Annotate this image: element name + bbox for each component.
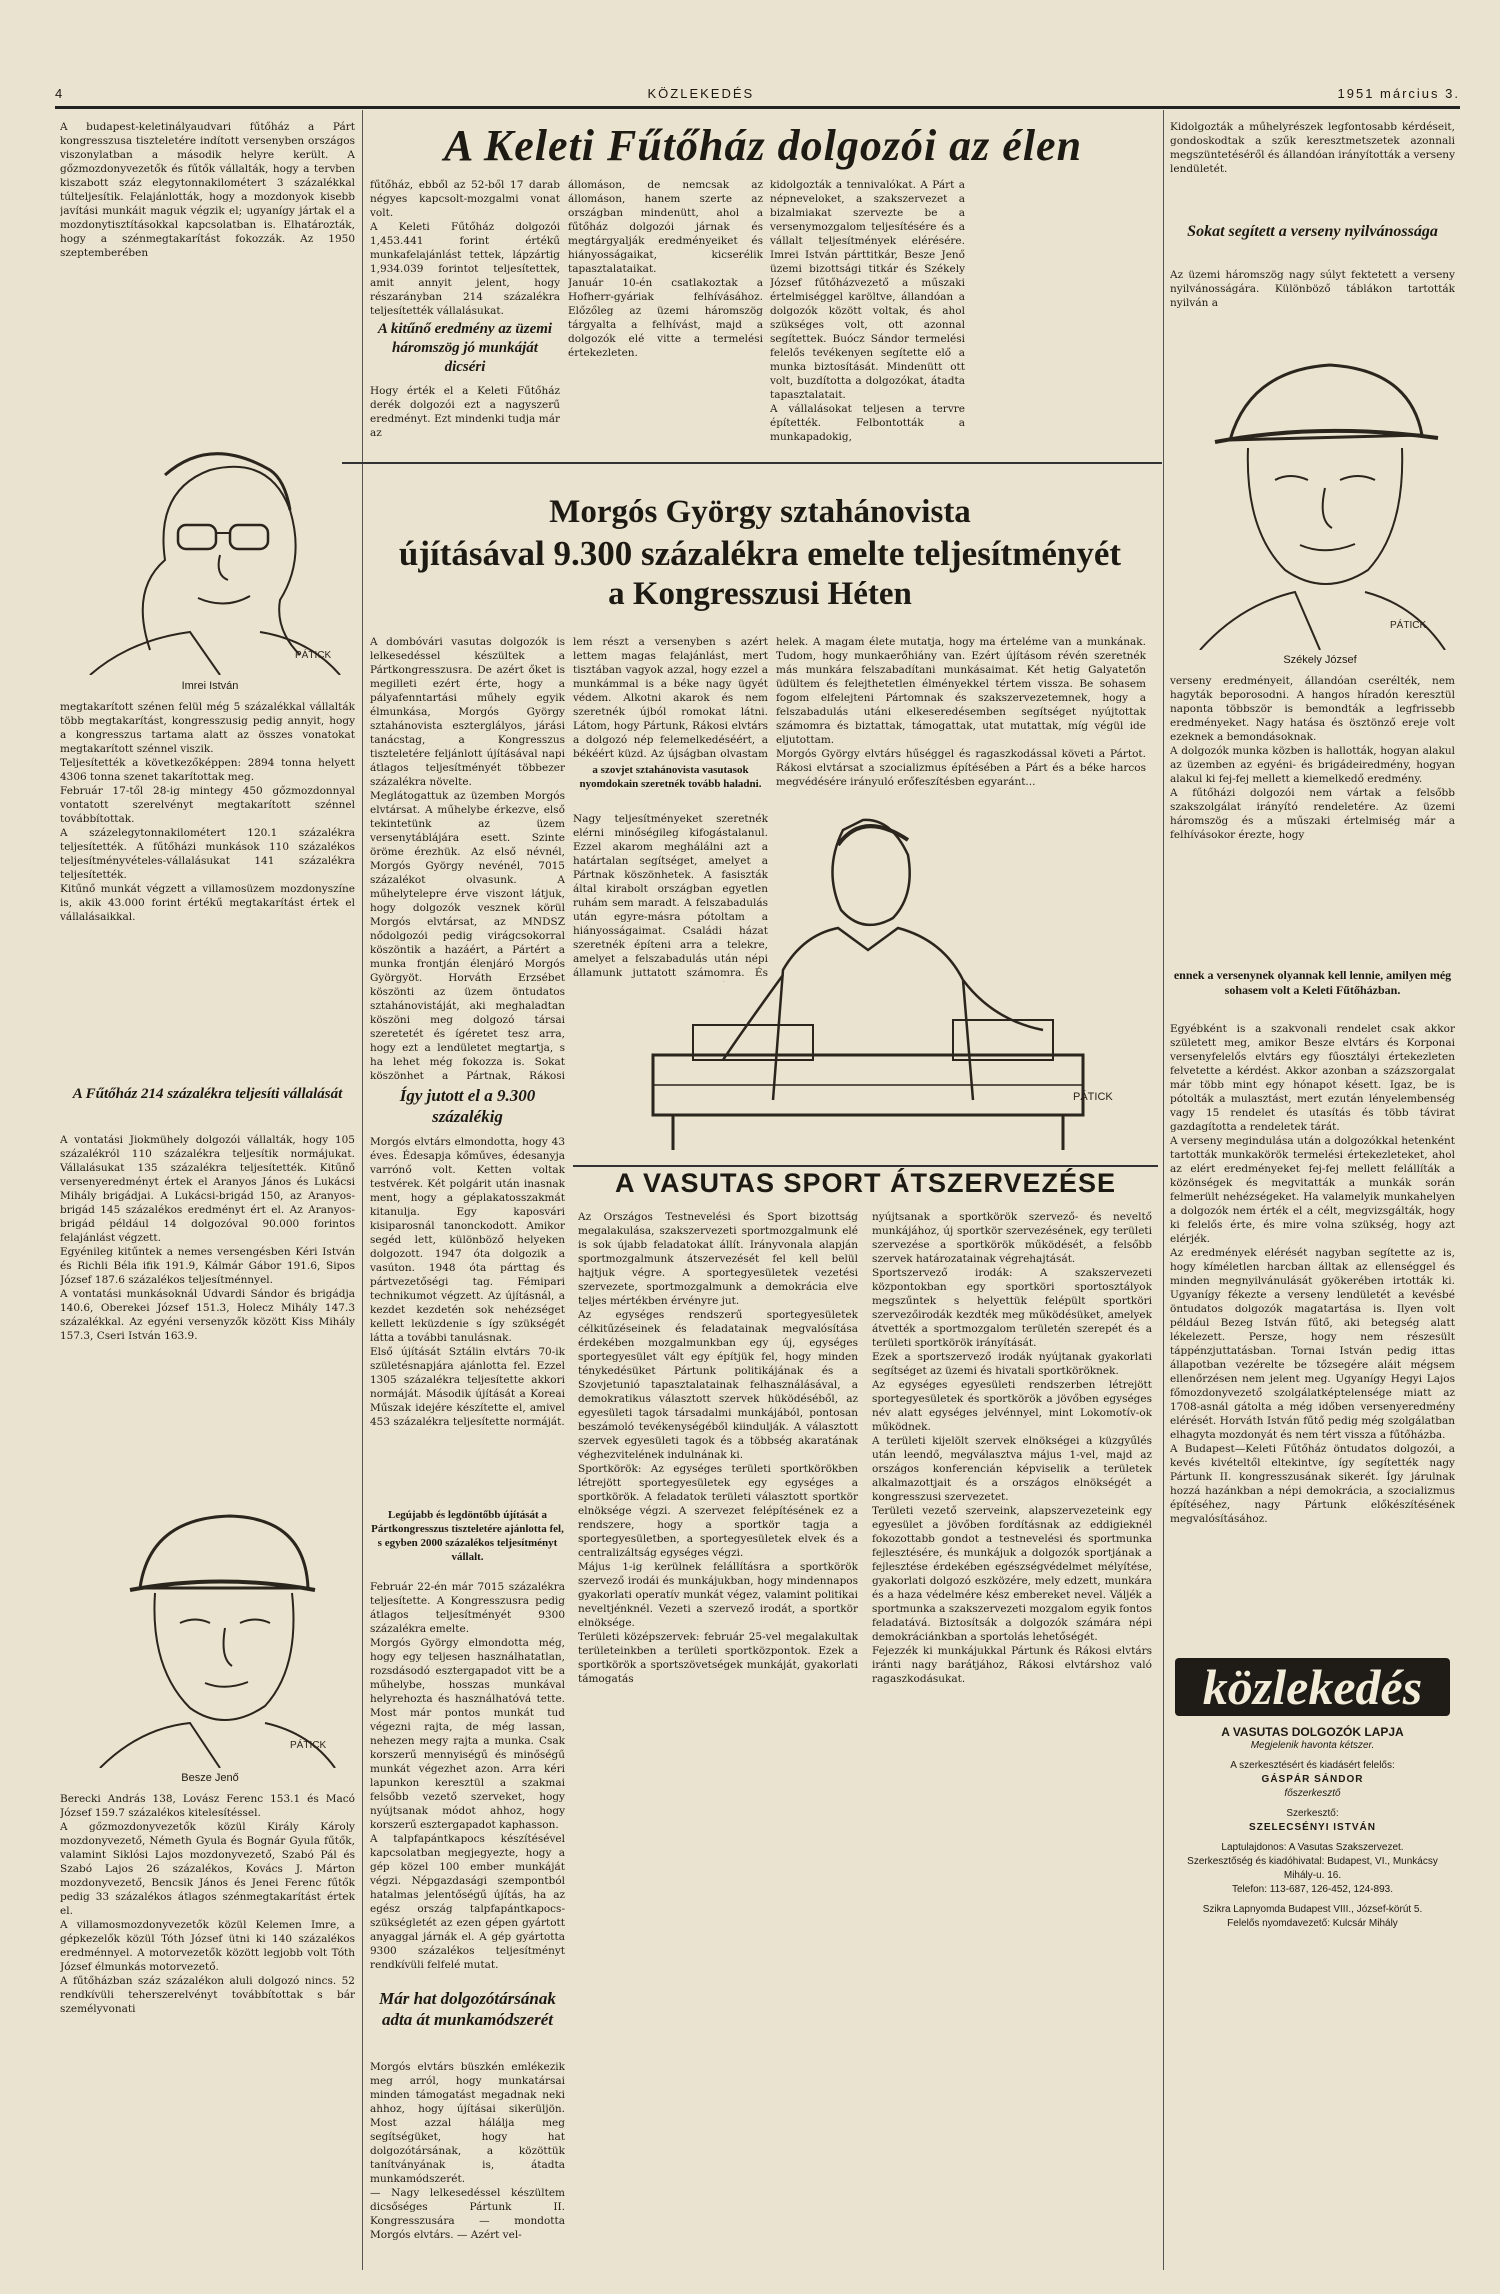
masthead-subtitle: A VASUTAS DOLGOZÓK LAPJA: [1221, 1725, 1404, 1739]
portrait-szekely: [1190, 330, 1450, 650]
intro-col2-text: fűtőház, ebből az 52-ből 17 darab négyes kapcsolt-mozgalmi vonat volt. A Keleti Fűtőház dolgozói 1,453.441 forint értékű munkafelajánlást tettek, lápzártig 1,934.039 forintot teljesítettek, amit annyit jelent, hogy részarányban 214 százalékra teljesítették vállalásukat.: [370, 179, 560, 316]
artist-signature: PÁTICK: [1390, 620, 1427, 631]
morgos-subhead2: Már hat dolgozótársának adta át munkamódszerét: [379, 1989, 556, 2029]
left-bottom-text: Berecki András 138, Lovász Ferenc 153.1 és Macó József 159.7 százalékos kitelesítéssel. A gőzmozdonyvezetők közül Király Károly mozdonyvezető, Németh Gyula és Bognár Gyula fűtők, valamint Siklósi Lajos mozdonyvezető, Szabó Pál és Szabó Lajos 26 százalékos, Kovács J. Márton mozdonyvezető, Bencsik János és Jenei Ferenc fűtők pedig 33 százalékos átlagos szénmegtakarítást értek el. A villamosmozdonyvezetők közül Kelemen Imre, a gépkezelők közül Tóth József ütni ki 140 százalékos eredménnyel. A motorvezetők között legjobb volt Tóth József élmunkás motorvezető. A fűtőházban száz százalékon aluli dolgozó nincs. 52 rendkívüli teherszerelvényt továbbítottak s bár személyvonati: [60, 1793, 355, 2015]
portrait-besze: [70, 1478, 350, 1768]
masthead-logo: közlekedés: [1175, 1658, 1450, 1716]
sport-box-top: [573, 1165, 1158, 1167]
morgos-box-top: [342, 462, 1162, 464]
morgos-headline-line1: Morgós György sztahánovista: [549, 494, 971, 530]
masthead-editor-role: főszerkesztő: [1284, 1788, 1341, 1799]
morgos-subhead1: Így jutott el a 9.300 százalékig: [399, 1086, 536, 1126]
portrait-caption-szekely: Székely József: [1283, 654, 1357, 666]
portrait-caption-besze: Besze Jenő: [181, 1772, 239, 1784]
morgos-col1-text3: Február 22-én már 7015 százalékra teljesítette. A Kongresszusra pedig átlagos teljesítményét 9300 százalékra emelte. Morgós György elmondotta még, hogy egy teljesen használhatatlan, rozsdásodó esztergapadot vitt be a műhelybe, hosszas munkával helyrehozta és használhatóvá tette. Most már pontos munkát tud végezni rajta, de még lassan, nehezen megy rajta a munka. Csak korszerű mennyiségű és minőségű munkát végezhet azon. Arra kéri lapunkon keresztül a szakmai felsőbb vezető szerveket, hogy nyújtsanak módot ahhoz, hogy korszerű esztergapadot kaphasson. A talpfapántkapocs készítésével kapcsolatban megjegyezte, hogy a gép közel 100 ember munkáját végzi. Népgazdasági szempontból hatalmas jelentőségű újítás, ha az egész ország talpfapántkapocs-szükségletét az ezen gépen gyártott anyaggal járnák el. A gép gyártotta 9300 százalékos teljesítményt rendkívüli felfelé mutat.: [370, 1581, 565, 1971]
artist-signature: PÁTICK: [290, 1740, 327, 1751]
morgos-col1-text2: Morgós elvtárs elmondotta, hogy 43 éves. Édesapja kőműves, édesanyja varrónő volt. Ketten voltak testvérek. Két polgárit után inasnak ment, hogy a géplakatosszakmát kitanulja. Egy kaposvári kisiparosnál tanonckodott. Amikor segéd lett, különböző helyeken dolgozott. 1947 óta dolgozik a vasúton. 1948 óta párttag és pártvezetőségi tag. Fémipari technikumot végzett. Az újításnál, a kezdet kezdetén sok nehézséget kellett leküzdenie s így szükségét látta a további tanulásnak. Első újítását Sztálin elvtárs 70-ik születésnapjára ajánlotta fel. Ezzel 1305 százalékra teljesítette akkori normáját. Második újítását a Koreai Műszak idejére készítette el, amivel 453 százalékra teljesítette normáját.: [370, 1136, 565, 1428]
right-mid-text: Az üzemi háromszög nagy súlyt fektetett a verseny nyilvánosságára. Különböző táblákon tartották nyilván a: [1170, 269, 1455, 309]
morgos-headline: [370, 492, 1150, 615]
worker-illustration: [573, 800, 1158, 1160]
column-divider: [1163, 110, 1164, 2270]
morgos-col1-text: A dombóvári vasutas dolgozók is lelkesedéssel készültek a Pártkongresszusra. De azért őket is megilleti ezért érte, hogy a pályafenntartási műhely egyik élmunkása, Morgós György sztahánovista eszterglályos, járási tanácstag, a Kongresszus tiszteletére feljánlott újításával napi átlagos teljesítményét többezer százalékra növelte. Meglátogattuk az üzemben Morgós elvtársat. A műhelybe érkezve, első tekintetünk az üzem versenytáblájára esett. Szinte öröme érezhük. Az első névnél, Morgós György nevénél, 7015 százalékot olvasunk. A műhelytelepre érve viszont látjuk, hogy dolgozók vesznek körül Morgós elvtársat, az MNDSZ nődolgozói pedig virágcsokorral köszöntik a hazáért, a Pártért a munka frontján élenjáró Morgós Györgyöt. Horváth Erzsébet köszönti az üzem öntudatos sztahánovistáját, aki meghaladtan köszöni meg dolgozó társai szeretetét és ígéretet tesz arra, hogy ezt a lendületet megtartja, s ha lehet még fokozza is. Sokat köszönhet a Pártnak, Rákosi: [370, 636, 565, 1080]
right-bold-text: ennek a versenynek olyannak kell lennie, amilyen még sohasem volt a Keleti Fűtőházban.: [1173, 968, 1452, 997]
page-header: [55, 82, 1460, 104]
left-intro-text: A budapest-keletinályaudvari fűtőház a Párt kongresszusa tiszteletére indított versenyben országos viszonylatban a második helyre került. A gőzmozdonyvezetők és fűtők vállalták, hogy a tervben kiszabott száz elegytonnakilométert 3 százalékkal túlteljesítik. Felajánlották, hogy a mozdonyok kisebb javítási munkáit maguk végzik el; ugyanígy jártak el a mozdonytisztításokkal kapcsolatban is. Elhatározták, hogy a szénmegtakarítást fokozzák. Az 1950 szeptemberében: [60, 121, 355, 259]
newspaper-name: KÖZLEKEDÉS: [647, 85, 755, 101]
intro-col4-text: kidolgozták a tennivalókat. A Párt a népneveloket, a szakszervezet a bizalmiakat szervezte be a versenymozgalom teljesítésére és a vállalt teljesítmények elérésére. Imrei István párttitkár, Besze Jenő üzemi bizottsági titkár és Székely József fűtőházvezető a műszaki értelmiséggel karöltve, állandóan a dolgozók között voltak, és ahol szükséges volt, ott azonnal segítettek. Buócz Sándor termelési felelős tevékenyen segítette elő a munka biztosítását. Mindenütt ott volt, buzdította a dolgozókat, átadta tapasztalatait. A vállalásokat teljesen a tervre építették. Felbontották a munkapadokig,: [770, 179, 965, 443]
artist-signature: PÁTICK: [1073, 1091, 1113, 1103]
sport-headline: A VASUTAS SPORT ÁTSZERVEZÉSE: [614, 1168, 1117, 1198]
right-subhead: Sokat segített a verseny nyilvánossága: [1187, 223, 1438, 240]
portrait-caption-imrei: Imrei István: [181, 680, 239, 692]
masthead-printer: Szikra Lapnyomda Budapest VIII., József-körút 5.: [1202, 1904, 1423, 1915]
intro-col3-text: állomáson, de nemcsak az állomáson, hanem szerte az országban mindenütt, ahol a fűtőház dolgozói járnak és megtárgyalják eredményeiket és hiányosságaikat, kicserélik tapasztalataikat. Január 10-én csatlakoztak a Hofherr-gyáriak felhívásához. Előzőleg az üzemi háromszög tárgyalta a felhívást, majd a dolgozók elé vitte a termelési értekezleten.: [568, 179, 763, 359]
masthead-address: Szerkesztőség és kiadóhivatal: Budapest, VI., Munkácsy Mihály-u. 16.: [1187, 1856, 1438, 1881]
masthead-editor: GÁSPÁR SÁNDOR: [1261, 1774, 1364, 1785]
masthead-editor-label: A szerkesztésért és kiadásért felelős:: [1230, 1760, 1395, 1771]
morgos-bold: Legújabb és legdöntőbb újítását a Pártkongresszus tiszteletére ajánlotta fel, s egyben 2000 százalékos teljesítményt vállalt.: [371, 1509, 564, 1563]
column-divider: [362, 110, 363, 2270]
issue-date: 1951 március 3.: [1337, 85, 1460, 101]
left-low-text: A vontatási Jiokmühely dolgozói vállalták, hogy 105 százalékról 110 százalékra teljesítik normájukat. Vállalásukat 135 százalékra teljesítették. Kitűnő versenyeredményt értek el Aranyos János és Lukácsi Mihály brigádjai. A Lukácsi-brigád 150, az Aranyos-brigád 145 százalékos eredményt ért el. Az Aranyos-brigád például 14 dolgozóval 90.000 forintos felajánlást végzett. Egyénileg kitűntek a nemes versengésben Kéri István és Richli Béla ifik 191.9, Kálmár Gábor 191.6, Sipos József 187.6 százalékos teljesítménnyel. A vontatási munkásoknál Udvardi Sándor és brigádja 140.6, Oberekei József 151.3, Holecz Mihály 147.3 százalékkal. Az egyéni versenyzők között Kiss Mihály 157.3, Cseri István 163.9.: [60, 1134, 355, 1342]
intro-subhead: A kitűnő eredmény az üzemi háromszög jó munkáját dicséri: [377, 321, 553, 375]
morgos-col1-text4: Morgós elvtárs büszkén emlékezik meg arról, hogy munkatársai minden támogatást megadnak neki ahhoz, hogy újításai sikerüljön. Most azzal hálálja meg segítségüket, hogy hat dolgozótársának, a közöttük tanítványának is, átadta munkamódszerét. — Nagy lelkesedéssel készültem dicsőséges Pártunk II. Kongresszusára — mondotta Morgós elvtárs. — Azért vel-: [370, 2061, 565, 2241]
artist-signature: PÁTICK: [295, 650, 332, 661]
sport-col1-text: Az Országos Testnevelési és Sport bizottság megalakulása, szakszervezeti sportmozgalmunk elé is sok újabb feladatokat állít. Irányvonala alapján sportmozgalmunk átszervezését fel kell belül hajtjuk végre. A sportegyesületek vezetési szervezete, sportmozgalmunk a demokrácia elve teljes mértékben érvényre jut. Az egységes rendszerű sportegyesületek célkitűzéseinek és feladatainak megvalósítása érdekében mozgalmunkban egy új, egységes sportegyesület vált egy építjük fel, hogy minden ténykedésüket Pártunk politikájának és a Szovjetunió tapasztalatainak felhasználásával, a demokratikus választott szervek hüködéséből, az egyesületi tagok társadalmi munkájából, pontosan beszámoló tevékenységéből kiindulják. A választott szervek egyesületi tagok és a többség akaratának véghezvitelének indulnának ki. Sportkörök: Az egységes területi sportkörökben létrejött sportegyesületek egy egységes a sportkörök. A feladatok területi választott sportkör elnöksége végzi. A szervezet felépítésének ez a rendszere, hogy a sportkör tagja a sportegyesületben, a sportegyesületek elvek és a centralizáltság egységes végzi. Május 1-ig kerülnek felállításra a sportkörök szervező irodái és munkájukban, hogy mindennapos gyakorlati operatív munkát végez, valamint politikai neveltjénknél. Vezeti a szervező irodát, a sportkör elnöksége. Területi középszervek: február 25-vel megalakultak területeinkben a területi sportközpontok. Ezek a sportkörök a sportszövetségek munkáját, gyakorlati támogatás: [578, 1211, 858, 1685]
left-subhead: A Fűtőház 214 százalékra teljesíti vállalását: [72, 1086, 343, 1102]
page-number: 4: [55, 85, 65, 101]
morgos-headline-line3: a Kongresszusi Héten: [608, 576, 912, 612]
right-after-text: verseny eredményeit, állandóan cserélték, nem hagyták beporosodni. A hangos híradón keresztül naponta többször is bemondták a legfrissebb eredményeket. Nagy hatása és ösztönző ereje volt ezeknek a bemondásoknak. A dolgozók munka közben is hallották, hogyan alakul az üzemben az egyéni- és brigádeiredmény, hogyan alakul ki fej-fej mellett a kiemelkedő eredmény. A fűtőházi dolgozói nem vártak a felsőbb szakszolgálat irányító rendeletére. Az üzemi háromszög és a műszaki értelmiség már a felhívásokor érezte, hogy: [1170, 675, 1455, 841]
portrait-imrei: [70, 400, 350, 675]
right-end-text: Egyébként is a szakvonali rendelet csak akkor született meg, amikor Besze elvtárs és Korponai versenyfelelős elvtárs egy fűosztályi értekezleten felvetette a kérdést. Akkor azonban a százszorgalat már több mint egy hónapot késett. Igaz, be is pótolták a mulasztást, mert ezután lényelembenség vagy 15 rendelet és utasítás és több távirat gazdagította a rendeletek tárát. A verseny megindulása után a dolgozókkal hetenként tartották munkakörök termelési értekezleteket, ahol az elért eredményeket fej-fej mellett felállíták a közönségek és megvitatták a munkák során felmerült nehézségeket. Ha valamelyik munkahelyen a dolgozók nem érték el a célt, megvizsgálták, hogy ki felelős érte, és mire volna szükség, hogy azt elérjék. Az eredmények elérését nagyban segítette az is, hogy kíméletlen harcban álltak az ellenséggel és minden megnyilvánulását gyökerében irtották ki. Ugyanígy fékezte a verseny lendületét a kevésbé öntudatos dolgozók magatartása is. Ilyen volt például Bezeg István fűtő, aki betegség alatt lékelezett. Persze, hogy nem részesült táppénzjuttatásban. Tornai István pedig ittas állapotban vezérelte be tőzsegére aláit mégsem ellenőrzésen nem jelent meg. Ugyanígy Hegyi Lajos főmozdonyvezető szolgálatképtelensége miatt az 1708-asnál gátolta a még időben versenyeredmény elérését. Horváth István fűtő pedig még szolgálatban elhagyta mozdonyát és nem tért vissza a fűtőházba. A Budapest—Keleti Fűtőház öntudatos dolgozói, a kevés kivételtől eltekintve, így segítették nagy Pártunk II. kongresszusának sikerét. Így járulnak hozzá hazánkban a népi demokrácia, a szocializmus építéséhez, nagy Pártunk előkészítésének megvalósításához.: [1170, 1023, 1455, 1525]
morgos-col3-text: helek. A magam élete mutatja, hogy ma érteléme van a munkának. Tudom, hogy munkaerőhiány van. Ezért újításom révén szeretnék más munkára felszabadítani munkásaimat. Két hetig Galyatetőn üdültem és felejthetetlen élményekkel tértem vissza. Be sohasem fogom elfelejteni Pártomnak és szakszervezetemnek, hogy a felszabadulás utáni elkeseredésemben segítséget nyújtottak számomra és biztattak, támogattak, utat mutattak, míg végül ide eljutottam. Morgós György elvtárs hűséggel és ragaszkodással követi a Pártot. Rákosi elvtársat a szocializmus építésében a Párt és a béke harcos megvédésére irányuló erőfeszítésben egyaránt...: [776, 636, 1146, 788]
morgos-headline-line2: újításával 9.300 százalékra emelte teljesítményét: [398, 534, 1122, 573]
masthead-printer-resp: Felelős nyomdavezető: Kulcsár Mihály: [1227, 1918, 1398, 1929]
header-rule: [55, 106, 1460, 109]
masthead-editor2-label: Szerkesztő:: [1286, 1808, 1339, 1819]
main-title: A Keleti Fűtőház dolgozói az élen: [443, 121, 1083, 170]
intro-col2-text2: Hogy érték el a Keleti Fűtőház derék dolgozói ezt a nagyszerű eredményt. Ezt mindenki tudja már az: [370, 385, 560, 439]
sport-col2-text: nyújtsanak a sportkörök szervező- és neveltő munkájához, új sportkör szervezésének, egy területi szervezése a sportkörök működését, a felsőbb szervek határozatainak végrehajtását. Sportszervező irodák: A szakszervezeti központokban egy sportköri sportosztályok megszűntek s helyettük felépült sportköri szervezőirodák kezdték meg működésüket, amelyek átvették a sportmozgalom területén szerepét és a területi sportkörök irányítását. Ezek a sportszervező irodák nyújtanak gyakorlati segítséget az üzemi és hivatali sportköröknek. Az egységes egyesületi rendszerben létrejött sportegyesületek és sportkörök a jövőben egységes név alatt egységes jelvénnyel, mint Lokomotív-ok működnek. A területi kijelölt szervek elnökségei a küzgyűlés után leendő, megválasztva május 1-vel, majd az országos konferencián képviselik a területek alkalmazottjait és a országos elnökségét a kongresszusi szervezetet. Területi vezető szerveink, alapszervezeteink egy egyesület a jövőben fordításnak az eddigieknél fokozottabb gondot a testnevelési és sportmunka fejlesztésére, és munkájuk a dolgozók sportjának a fejlesztése érdekében egészségvédelmet mélyítése, gyakorlati dolgozó eszközére, mely edzett, munkára és a haza védelmére kész embereket nevel. Váljék a sportmunka a szakszervezeti mozgalom egyik fontos feladatává. Biztosítsák a dolgozók számára népi demokráciánkban a sportolás lehetőségét. Fejezzék ki munkájukkal Pártunk és Rákosi elvtárs iránti nagy barátjához, Rákosi elvtárshoz való ragaszkodásukat.: [872, 1211, 1152, 1685]
morgos-col2-text2: Nagy teljesítményeket szeretnék elérni minőségileg kifogástalanul. Ezzel akarom meghálálni azt a határtalan segítséget, amelyet a Pártnak köszönhetek. A fasiszták által kirabolt országban egyetlen ruhám sem maradt. A felszabadulás után egyre-másra pótoltam a hiányosságaimat. Családi házat szeretnék építeni arra a telekre, amelyet a felszabadulás után népi államunk juttatott számomra. És: [573, 813, 768, 979]
masthead-frequency: Megjelenik havonta kétszer.: [1250, 1740, 1375, 1751]
morgos-col2-bold: a szovjet sztahánovista vasutasok nyomdokain szeretnék tovább haladni.: [579, 764, 762, 790]
masthead-phone: Telefon: 113-687, 126-452, 124-893.: [1231, 1884, 1394, 1895]
masthead-editor2: SZELECSÉNYI ISTVÁN: [1249, 1822, 1376, 1833]
left-mid-text: megtakarított szénen felül még 5 százalékkal vállalták több megtakarítást, kongresszusig pedig annyit, hogy a kongresszus tartama alatt az összes vonatokat megtakarított szénnel viszik. Teljesítették a következőképpen: 2894 tonna helyett 4306 tonna szenet takarítottak meg. Február 17-től 28-ig mintegy 450 gőzmozdonnyal vontatott szerelvényt megtakarított szénnel továbbítottak. A százelegytonnakilométert 120.1 százalékra teljesítették. A fűtőházi munkások 110 százalékos teljesítményvételes-vállalásukat 141 százalékra teljesítették. Kitűnő munkát végzett a villamosüzem mozdonyszíne is, akik 43.000 forint értékű megtakarítást értek el vállalásaikkal.: [60, 701, 355, 923]
morgos-col2-text: lem részt a versenyben s azért lettem magas felajánlást, mert tisztában vagyok azzal, hogy ezzel a munkámmal is a béke nagy ügyét védem. Alkotni akarok és nem szeretnék újból romokat látni. Látom, hogy Pártunk, Rákosi elvtárs a dolgozó nép felemelkedéséért, a békéért küzd. Az újságban olvastam: [573, 636, 768, 760]
masthead-publisher: Laptulajdonos: A Vasutas Szakszervezet.: [1221, 1842, 1404, 1853]
right-intro-text: Kidolgozták a műhelyrészek legfontosabb kérdéseit, gondoskodtak a szűk keresztmetszetek azonnali megszüntetéséről és állandóan irányították a verseny lendületét.: [1170, 121, 1455, 175]
masthead-imprint: [1170, 1725, 1455, 1931]
